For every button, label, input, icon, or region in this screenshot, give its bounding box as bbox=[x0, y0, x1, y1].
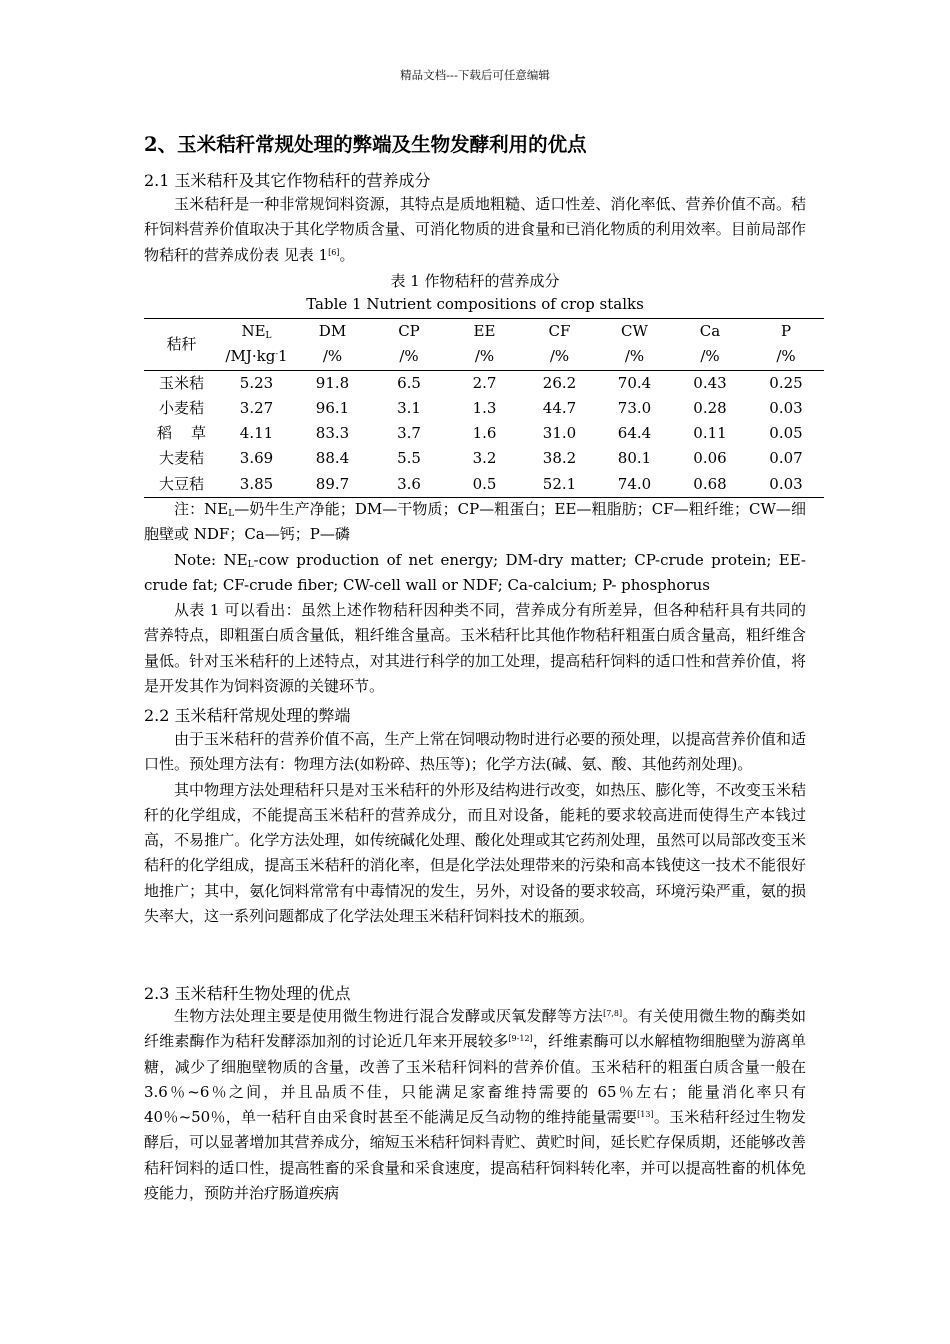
table-unit-row bbox=[144, 344, 824, 370]
header-cf: CF bbox=[522, 319, 597, 345]
text: 生物方法处理主要是使用微生物进行混合发酵或厌氧发酵等方法 bbox=[174, 1007, 604, 1025]
table-caption-en: Table 1 Nutrient compositions of crop stalks bbox=[306, 295, 644, 313]
cell: 5.23 bbox=[239, 373, 274, 392]
unit-cp: /% bbox=[371, 344, 447, 370]
cell: 3.27 bbox=[239, 398, 274, 417]
citation: [13] bbox=[637, 1110, 654, 1120]
paragraph-text bbox=[144, 1004, 806, 1206]
citation: [6] bbox=[328, 247, 340, 257]
cell: 89.7 bbox=[294, 472, 371, 498]
cell: 0.28 bbox=[693, 398, 727, 417]
text: -cow production of net energy; DM-dry matter; CP-crude protein; EE-crude fat; CF-crude fiber; CW-cell wall or NDF; Ca-calcium; P- phosphorus bbox=[144, 550, 806, 594]
cell: 0.06 bbox=[693, 449, 727, 468]
paragraph-text: 从表 1 可以看出：虽然上述作物秸秆因种类不同，营养成分有所差异，但各种秸秆具有共同的营养特点，即粗蛋白质含量低，粗纤维含量高。玉米秸秆比其他作物秸秆粗蛋白质含量高，粗纤维含量低。针对玉米秸秆的上述特点，对其进行科学的加工处理，提高秸秆饲料的适口性和营养价值，将是开发其作为饲料资源的关键环节。 bbox=[144, 601, 806, 696]
cell: 0.07 bbox=[769, 449, 803, 468]
table-row bbox=[144, 421, 824, 446]
cell: 91.8 bbox=[315, 373, 350, 392]
paragraph-text bbox=[144, 192, 806, 268]
unit-ee: /% bbox=[447, 344, 522, 370]
cell: 1.6 bbox=[472, 424, 497, 443]
header-stalk: 秸秆 bbox=[144, 319, 219, 371]
table-row bbox=[144, 472, 824, 498]
cell: 80.1 bbox=[617, 449, 652, 468]
subscript: L bbox=[228, 509, 235, 519]
header-cp: CP bbox=[371, 319, 447, 345]
table-notes bbox=[144, 497, 806, 699]
cell: 0.25 bbox=[769, 373, 803, 392]
header-ne bbox=[219, 319, 294, 345]
row-name: 大豆秸 bbox=[144, 472, 219, 498]
section-2-title: 2、玉米秸秆常规处理的弊端及生物发酵利用的优点 bbox=[144, 133, 587, 156]
section-2-2-body bbox=[144, 727, 806, 929]
text: 1 bbox=[278, 347, 288, 366]
subscript: L bbox=[247, 559, 254, 570]
table-row bbox=[144, 370, 824, 396]
table-row bbox=[144, 396, 824, 421]
text: —奶牛生产净能；DM—干物质；CP—粗蛋白；EE—粗脂肪；CF—粗纤维；CW—细胞壁或 NDF；Ca—钙；P—磷 bbox=[144, 500, 807, 544]
section-2-2-title: 2.2 玉米秸秆常规处理的弊端 bbox=[144, 706, 351, 725]
cell: 70.4 bbox=[617, 373, 652, 392]
cell: 0.11 bbox=[693, 424, 727, 443]
cell: 3.1 bbox=[397, 398, 421, 417]
text: NE bbox=[241, 322, 266, 340]
cell: 83.3 bbox=[315, 424, 350, 443]
header-ca: Ca bbox=[672, 319, 748, 345]
header-p: P bbox=[748, 319, 824, 345]
cell: 26.2 bbox=[542, 373, 577, 392]
table-row bbox=[144, 446, 824, 471]
cell: 73.0 bbox=[617, 398, 652, 417]
citation: [7,8] bbox=[603, 1009, 623, 1018]
cell: 52.1 bbox=[522, 472, 597, 498]
cell: 0.03 bbox=[748, 472, 824, 498]
section-2-1-title: 2.1 玉米秸秆及其它作物秸秆的营养成分 bbox=[144, 171, 431, 190]
header-dm: DM bbox=[294, 319, 371, 345]
cell: 1.3 bbox=[472, 398, 497, 417]
header-cw: CW bbox=[597, 319, 672, 345]
cell: 3.85 bbox=[219, 472, 294, 498]
cell: 0.5 bbox=[447, 472, 522, 498]
cell: 0.43 bbox=[693, 373, 727, 392]
cell: 88.4 bbox=[315, 449, 350, 468]
text: 。有关使用微生物的酶类如纤维素酶作为秸秆发酵添加剂的讨论近几年来开展较多 bbox=[144, 1007, 806, 1051]
cell: 0.03 bbox=[769, 398, 803, 417]
cell: 64.4 bbox=[617, 424, 652, 443]
text: ，纤维素酶可以水解植物细胞壁为游离单糖，减少了细胞壁物质的含量，改善了玉米秸秆饲料的营养价值。玉米秸秆的粗蛋白质含量一般在 3.6％~6％之间，并且品质不佳，只能满足家畜维持需要的 65％左右；能量消化率只有 40％~50％，单一秸秆自由采食时甚至不能满足反刍动物的维持能量需要 bbox=[144, 1032, 806, 1127]
section-2-3-title: 2.3 玉米秸秆生物处理的优点 bbox=[144, 984, 351, 1003]
section-2-1-paragraph bbox=[144, 192, 806, 268]
table-caption-cn: 表 1 作物秸秆的营养成分 bbox=[390, 272, 560, 290]
superscript: - bbox=[275, 349, 279, 359]
page-header: 精品文档---下载后可任意编辑 bbox=[400, 68, 550, 82]
text: 。玉米秸秆经过生物发酵后，可以显著增加其营养成分，缩短玉米秸秆饲料青贮、黄贮时间，延长贮存保质期，还能够改善秸秆饲料的适口性，提高牲畜的采食量和采食速度，提高秸秆饲料转化率，并可以提高牲畜的机体免疫能力，预防并治疗肠道疾病 bbox=[144, 1108, 806, 1203]
cell: 74.0 bbox=[597, 472, 672, 498]
row-name: 小麦秸 bbox=[158, 398, 204, 417]
cell: 3.7 bbox=[397, 424, 421, 443]
paragraph-text: 其中物理方法处理秸秆只是对玉米秸秆的外形及结构进行改变，如热压、膨化等，不改变玉米秸秆的化学组成，不能提高玉米秸秆的营养成分，而且对设备，能耗的要求较高进而使得生产本钱过高，不易推广。化学方法处理，如传统碱化处理、酸化处理或其它药剂处理，虽然可以局部改变玉米秸秆的化学组成，提高玉米秸秆的消化率，但是化学法处理带来的污染和高本钱使这一技术不能很好地推广；其中，氨化饲料常常有中毒情况的发生，另外，对设备的要求较高，环境污染严重，氨的损失率大，这一系列问题都成了化学法处理玉米秸秆饲料技术的瓶颈。 bbox=[144, 780, 806, 926]
note-cn bbox=[144, 497, 806, 548]
row-name: 大麦秸 bbox=[158, 449, 204, 468]
cell: 44.7 bbox=[542, 398, 577, 417]
text: 注：NE bbox=[174, 500, 229, 518]
cell: 96.1 bbox=[315, 398, 350, 417]
note-en bbox=[144, 548, 806, 599]
text: Note: NE bbox=[174, 550, 248, 569]
cell: 6.5 bbox=[397, 373, 421, 392]
unit-p: /% bbox=[748, 344, 824, 370]
header-ee: EE bbox=[447, 319, 522, 345]
cell: 31.0 bbox=[542, 424, 577, 443]
unit-dm: /% bbox=[294, 344, 371, 370]
unit-ne bbox=[219, 344, 294, 370]
section-2-3-body bbox=[144, 1004, 806, 1206]
text: /MJ·kg bbox=[225, 347, 276, 366]
cell: 3.6 bbox=[371, 472, 447, 498]
cell: 4.11 bbox=[239, 424, 274, 443]
cell: 38.2 bbox=[542, 449, 577, 468]
cell: 2.7 bbox=[472, 373, 497, 392]
text: 玉米秸秆是一种非常规饲料资源，其特点是质地粗糙、适口性差、消化率低、营养价值不高。秸秆饲料营养价值取决于其化学物质含量、可消化物质的进食量和已消化物质的利用效率。目前局部作物秸秆的营养成份表 见表 1 bbox=[144, 195, 806, 264]
row-name: 稻 草 bbox=[156, 424, 207, 443]
unit-cf: /% bbox=[522, 344, 597, 370]
subscript: L bbox=[265, 331, 272, 341]
cell: 3.2 bbox=[472, 449, 497, 468]
cell: 5.5 bbox=[397, 449, 421, 468]
table-header-row bbox=[144, 319, 824, 345]
nutrient-table bbox=[144, 318, 824, 498]
paragraph-text: 由于玉米秸秆的营养价值不高，生产上常在饲喂动物时进行必要的预处理，以提高营养价值和适口性。预处理方法有：物理方法(如粉碎、热压等)；化学方法(碱、氨、酸、其他药剂处理)。 bbox=[144, 730, 806, 774]
cell: 3.69 bbox=[239, 449, 274, 468]
unit-ca: /% bbox=[672, 344, 748, 370]
text: 。 bbox=[339, 245, 355, 264]
unit-cw: /% bbox=[597, 344, 672, 370]
row-name: 玉米秸 bbox=[158, 373, 204, 392]
cell: 0.05 bbox=[769, 424, 803, 443]
cell: 0.68 bbox=[672, 472, 748, 498]
citation: [9-12] bbox=[508, 1034, 533, 1044]
